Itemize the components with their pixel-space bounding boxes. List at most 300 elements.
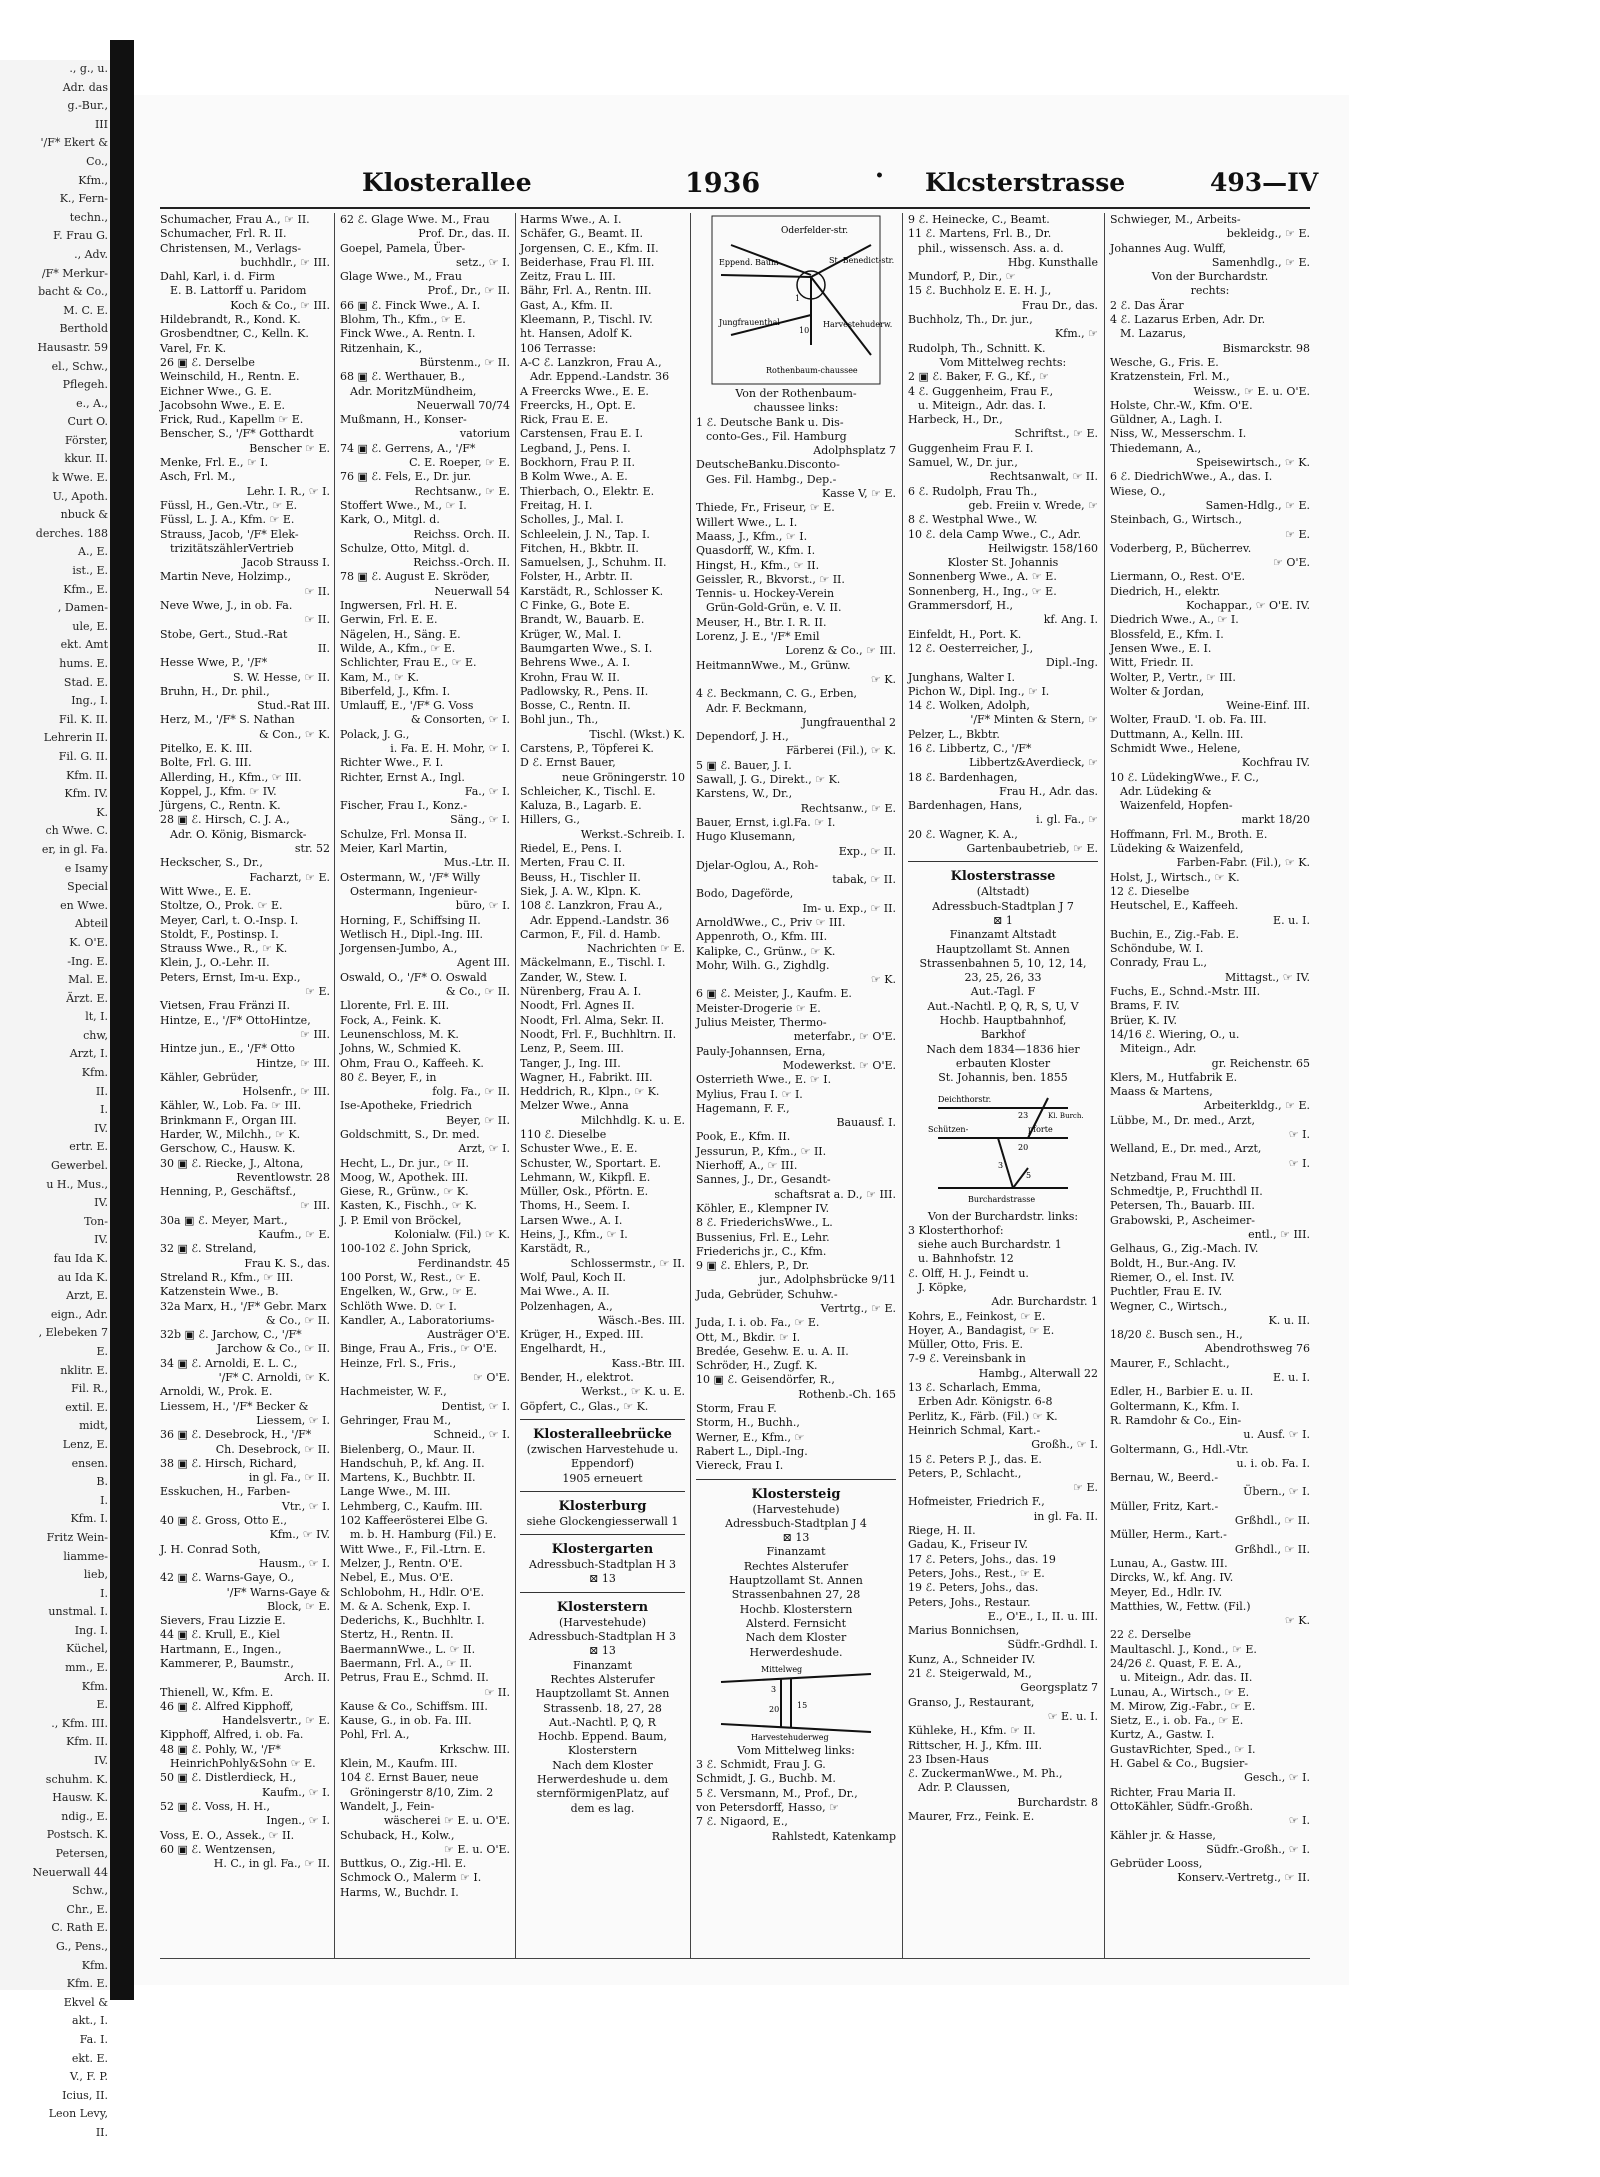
- directory-entry: A Freercks Wwe., E. E.: [520, 384, 649, 398]
- directory-entry: Jorgensen, C. E., Kfm. II.: [520, 241, 659, 255]
- directory-entry: Noodt, Frl. Alma, Sekr. II.: [520, 1013, 665, 1027]
- directory-entry: Klers, M., Hutfabrik E.: [1110, 1070, 1238, 1084]
- directory-entry: 5 ℰ. Versmann, M., Prof., Dr.,: [696, 1786, 858, 1800]
- facing-page-line: Kfm. IV.: [64, 787, 108, 801]
- directory-entry: Hesse Wwe, P., '/F*: [160, 656, 268, 670]
- section-detail: (Harvestehude): [752, 1502, 840, 1516]
- section-detail: Klosterstern: [567, 1744, 638, 1758]
- directory-entry: Vertrtg., ☞ E.: [820, 1302, 896, 1315]
- section-rule: [520, 1419, 685, 1420]
- directory-entry: 8 ℰ. Westphal Wwe., W.: [908, 513, 1038, 527]
- directory-entry: 76 ▣ ℰ. Fels, E., Dr. jur.: [340, 470, 472, 484]
- directory-entry: Fischer, Frau I., Konz.-: [340, 799, 468, 813]
- directory-entry: Schulze, Otto, Mitgl. d.: [340, 541, 470, 555]
- directory-entry: Reventlowstr. 28: [236, 1170, 330, 1184]
- directory-entry: Noodt, Frl. Agnes II.: [520, 999, 635, 1013]
- directory-entry: Adr. MoritzMündheim,: [350, 384, 477, 398]
- directory-entry: Adr. Eppend.-Landstr. 36: [530, 370, 670, 384]
- directory-entry: Wolter, P., Vertr., ☞ III.: [1110, 670, 1236, 684]
- directory-entry: Brandt, W., Bauarb. E.: [520, 613, 645, 627]
- directory-entry: Kam, M., ☞ K.: [340, 670, 420, 684]
- section-detail: Finanzamt: [766, 1545, 826, 1559]
- directory-entry: Krkschw. III.: [439, 1742, 510, 1756]
- directory-entry: Mylius, Frau I. ☞ I.: [696, 1087, 803, 1101]
- directory-entry: Schulze, Frl. Monsa II.: [340, 827, 467, 841]
- facing-page-line: liamme-: [63, 1549, 108, 1563]
- directory-entry: 6 ℰ. Rudolph, Frau Th.,: [908, 484, 1038, 498]
- directory-entry: Friederichs jr., C., Kfm.: [696, 1244, 827, 1258]
- facing-page-line: I.: [100, 1103, 108, 1117]
- directory-entry: 11 ℰ. Martens, Frl. B., Dr.: [908, 227, 1052, 241]
- section-detail: Hauptzollamt St. Annen: [936, 942, 1070, 956]
- directory-entry: Koppel, J., Kfm. ☞ IV.: [160, 784, 277, 798]
- directory-entry: A-C ℰ. Lanzkron, Frau A.,: [520, 355, 662, 369]
- section-detail: ⊠ 13: [589, 1644, 616, 1658]
- directory-entry: 78 ▣ ℰ. August E. Skröder,: [340, 570, 490, 584]
- directory-entry: Bohl jun., Th.,: [520, 713, 599, 727]
- directory-entry: 26 ▣ ℰ. Derselbe: [160, 355, 255, 369]
- directory-entry: Buchholz, Th., Dr. jur.,: [908, 313, 1033, 327]
- directory-entry: Hugo Klusemann,: [696, 830, 796, 844]
- directory-entry: Willert Wwe., L. I.: [696, 515, 798, 529]
- running-head-left: Klosterallee: [362, 168, 532, 197]
- directory-entry: Kfm., ☞ IV.: [269, 1528, 330, 1542]
- section-detail: Nach dem Kloster: [745, 1631, 847, 1645]
- directory-entry: Dircks, W., kf. Ang. IV.: [1110, 1571, 1234, 1585]
- section-detail: Barkhof: [980, 1028, 1026, 1042]
- directory-entry: 62 ℰ. Glage Wwe. M., Frau: [340, 213, 490, 226]
- directory-entry: 102 Kaffeerösterei Elbe G.: [340, 1514, 488, 1528]
- directory-entry: Ise-Apotheke, Friedrich: [340, 1099, 472, 1113]
- directory-entry: Leunenschloss, M. K.: [340, 1027, 459, 1041]
- directory-entry: 10 ℰ. LüdekingWwe., F. C.,: [1110, 770, 1260, 784]
- directory-entry: Schlobohm, H., Hdlr. O'E.: [340, 1585, 484, 1599]
- directory-entry: ☞ K.: [1284, 1614, 1310, 1628]
- directory-entry: Johns, W., Schmied K.: [340, 1042, 462, 1056]
- facing-page-line: K., Fern-: [59, 192, 108, 206]
- directory-entry: Hausm., ☞ I.: [258, 1556, 330, 1570]
- directory-entry: Bredée, Gesehw. E. u. A. II.: [696, 1344, 849, 1358]
- facing-page-line: Adr. das: [62, 80, 108, 94]
- directory-entry: Arnoldi, W., Prok. E.: [160, 1385, 273, 1399]
- directory-entry: Schöndube, W. I.: [1110, 942, 1204, 956]
- map-label: St. Benedict-str.: [829, 256, 895, 265]
- directory-entry: 100-102 ℰ. John Sprick,: [340, 1242, 472, 1256]
- directory-entry: Binge, Frau A., Fris., ☞ O'E.: [340, 1342, 498, 1356]
- section-detail: Hochb. Hauptbahnhof,: [939, 1014, 1067, 1028]
- directory-entry: ☞ E.: [1285, 527, 1310, 541]
- section-title: Klosterburg: [558, 1498, 647, 1514]
- directory-entry: Säng., ☞ I.: [450, 813, 510, 827]
- directory-entry: Mus.-Ltr. II.: [443, 856, 510, 870]
- map-number: 20: [769, 1704, 780, 1714]
- directory-entry: ☞ O'E.: [473, 1371, 510, 1385]
- directory-entry: Klein, J., O.-Lehr. II.: [160, 956, 270, 970]
- directory-entry: Welland, E., Dr. med., Arzt,: [1110, 1142, 1262, 1156]
- facing-page-line: Kfm. I.: [70, 1512, 108, 1526]
- directory-entry: Adolphsplatz 7: [813, 444, 896, 458]
- column-rule: [515, 213, 516, 1958]
- directory-entry: Pohl, Frl. A.,: [340, 1728, 410, 1742]
- directory-entry: Bussenius, Frl. E., Lehr.: [696, 1230, 830, 1244]
- directory-entry: 7 ℰ. Nigaord, E.,: [696, 1815, 788, 1829]
- directory-entry: Ingwersen, Frl. H. E.: [340, 599, 458, 613]
- directory-entry: Bosse, C., Rentn. II.: [520, 699, 631, 713]
- directory-entry: Freitag, H. I.: [520, 498, 593, 512]
- facing-page-line: B.: [96, 1475, 108, 1489]
- directory-entry: Julius Meister, Thermo-: [696, 1016, 827, 1030]
- directory-entry: Harbeck, H., Dr.,: [908, 413, 1003, 427]
- directory-entry: 5 ▣ ℰ. Bauer, J. I.: [696, 758, 792, 772]
- section-rule: [696, 1479, 896, 1480]
- directory-entry: chaussee links:: [753, 401, 839, 415]
- directory-entry: Göpfert, C., Glas., ☞ K.: [520, 1399, 649, 1413]
- directory-entry: Liessem, H., '/F* Becker &: [160, 1399, 309, 1413]
- directory-entry: & Co., ☞ II.: [445, 985, 510, 999]
- directory-entry: Weinschild, H., Rentn. E.: [160, 370, 300, 384]
- facing-page-line: Kfm. E.: [66, 1977, 108, 1991]
- directory-entry: Strauss Wwe., R., ☞ K.: [160, 942, 288, 956]
- directory-entry: Ingen., ☞ I.: [266, 1814, 330, 1828]
- directory-entry: Granso, J., Restaurant,: [908, 1695, 1035, 1709]
- directory-entry: Mittagst., ☞ IV.: [1225, 970, 1310, 984]
- facing-page-line: I.: [100, 1493, 108, 1507]
- directory-entry: Heinrich Schmal, Kart.-: [908, 1423, 1041, 1437]
- directory-entry: Siek, J. A. W., Klpn. K.: [520, 884, 642, 898]
- facing-page-line: Postsch. K.: [46, 1828, 108, 1842]
- directory-entry: Im- u. Exp., ☞ II.: [802, 901, 896, 915]
- directory-entry: Netzband, Frau M. III.: [1110, 1170, 1236, 1184]
- directory-entry: Bismarckstr. 98: [1222, 341, 1310, 355]
- directory-entry: Wilde, A., Kfm., ☞ E.: [340, 641, 456, 655]
- directory-entry: Schmedtje, P., Fruchthdl II.: [1110, 1185, 1263, 1199]
- facing-page-line: lt, I.: [85, 1010, 108, 1024]
- directory-entry: Peters, Johs., Restaur.: [908, 1595, 1031, 1609]
- directory-entry: Witt Wwe., E. E.: [160, 884, 252, 898]
- directory-entry: Lehr. I. R., ☞ I.: [246, 484, 330, 498]
- facing-page-line: '/F* Ekert &: [40, 136, 108, 150]
- directory-entry: Pook, E., Kfm. II.: [696, 1130, 791, 1144]
- street-map-klosterstern: [711, 215, 895, 385]
- directory-entry: Witt Wwe., F., Fil.-Ltrn. E.: [340, 1542, 486, 1556]
- directory-entry: ☞ I.: [1288, 1128, 1310, 1141]
- directory-entry: Carstensen, Frau E. I.: [520, 427, 644, 441]
- directory-entry: Wolf, Paul, Koch II.: [520, 1270, 626, 1284]
- directory-entry: 32b ▣ ℰ. Jarchow, C., '/F*: [160, 1328, 302, 1342]
- directory-entry: Juda, I. i. ob. Fa., ☞ E.: [696, 1316, 820, 1330]
- section-detail: ⊠ 13: [782, 1531, 810, 1545]
- directory-entry: Umlauff, E., '/F* G. Voss: [340, 699, 474, 713]
- directory-entry: Übern., ☞ I.: [1243, 1485, 1310, 1499]
- directory-entry: Matthies, W., Fettw. (Fil.): [1110, 1599, 1251, 1613]
- facing-page-line: , Damen-: [57, 601, 108, 615]
- directory-entry: wäscherei ☞ E. u. O'E.: [383, 1814, 510, 1828]
- directory-entry: Ohm, Frau O., Kaffeeh. K.: [340, 1056, 484, 1070]
- directory-entry: Waizenfeld, Hopfen-: [1120, 799, 1233, 813]
- directory-entry: Wagner, H., Fabrikt. III.: [520, 1070, 653, 1084]
- directory-entry: M. Mirow, Zig.-Fabr., ☞ E.: [1110, 1699, 1256, 1713]
- directory-entry: Pauly-Johannsen, Erna,: [696, 1044, 826, 1058]
- facing-page-line: Hausastr. 59: [37, 340, 108, 354]
- directory-entry: Kasse V, ☞ E.: [822, 487, 896, 501]
- directory-entry: '/F* C. Arnoldi, ☞ K.: [218, 1371, 330, 1385]
- directory-entry: Abendrothsweg 76: [1204, 1342, 1310, 1356]
- facing-page-line: unstmal. I.: [48, 1605, 108, 1619]
- directory-entry: u. Miteign., Adr. das. I.: [918, 398, 1047, 412]
- section-detail: ⊠ 13: [589, 1572, 616, 1586]
- directory-entry: 18 ℰ. Bardenhagen,: [908, 770, 1018, 784]
- directory-entry: Riedel, E., Pens. I.: [520, 842, 622, 856]
- directory-entry: Asch, Frl. M.,: [160, 470, 236, 484]
- directory-entry: Miteign., Adr.: [1120, 1042, 1197, 1056]
- section-detail: Adressbuch-Stadtplan H 3: [529, 1558, 676, 1572]
- directory-entry: gr. Reichenstr. 65: [1211, 1056, 1310, 1070]
- map-label: Rothenbaum-chaussee: [766, 366, 858, 375]
- facing-page-line: II.: [95, 1084, 108, 1098]
- street-map-klosterstrasse: [918, 1088, 1088, 1208]
- directory-entry: R. Ramdohr & Co., Ein-: [1110, 1413, 1242, 1427]
- directory-entry: C. E. Roeper, ☞ E.: [409, 456, 510, 470]
- directory-entry: Farben-Fabr. (Fil.), ☞ K.: [1176, 856, 1310, 870]
- directory-entry: Modewerkst. ☞ O'E.: [782, 1058, 896, 1072]
- directory-entry: 4 ℰ. Beckmann, C. G., Erben,: [696, 687, 858, 701]
- directory-entry: Maurer, Frz., Feink. E.: [908, 1809, 1035, 1823]
- directory-entry: Schneid., ☞ I.: [433, 1428, 510, 1442]
- directory-entry: Wegner, C., Wirtsch.,: [1110, 1299, 1228, 1313]
- running-head-year: 1936: [685, 168, 761, 199]
- directory-entry: Heddrich, R., Klpn., ☞ K.: [520, 1085, 660, 1099]
- facing-page-line: ch Wwe. C.: [45, 824, 108, 838]
- directory-entry: Gartenbaubetrieb, ☞ E.: [966, 842, 1098, 856]
- facing-page-line: Petersen,: [55, 1847, 108, 1860]
- facing-page-line: ekt. E.: [71, 2051, 108, 2065]
- directory-entry: 44 ▣ ℰ. Krull, E., Kiel: [160, 1628, 280, 1642]
- directory-entry: Wäsch.-Bes. III.: [598, 1313, 685, 1327]
- directory-entry: Sonnenberg, H., Ing., ☞ E.: [908, 584, 1057, 598]
- directory-entry: ☞ II.: [304, 613, 330, 627]
- facing-page-line: Ing. I.: [74, 1623, 108, 1637]
- facing-page-line: ertr. E.: [69, 1140, 108, 1154]
- directory-entry: Grßhdl., ☞ II.: [1234, 1514, 1310, 1528]
- directory-entry: Karstädt, R., Schlosser K.: [520, 584, 664, 598]
- directory-entry: Schäfer, G., Beamt. II.: [520, 227, 644, 241]
- directory-entry: Juda, Gebrüder, Schuhw.-: [696, 1287, 838, 1301]
- directory-entry: Von der Burchardstr.: [1151, 270, 1269, 284]
- directory-entry: Schumacher, Frl. R. II.: [160, 227, 287, 241]
- section-rule: [520, 1534, 685, 1535]
- section-detail: Rechtes Alsterufer: [550, 1672, 655, 1686]
- directory-entry: Adr. Eppend.-Landstr. 36: [530, 913, 670, 927]
- directory-entry: Krüger, W., Mal. I.: [520, 627, 622, 641]
- directory-entry: Petersen, Th., Bauarb. III.: [1110, 1199, 1255, 1213]
- map-label: Burchardstrasse: [968, 1194, 1036, 1204]
- directory-entry: GustavRichter, Sped., ☞ I.: [1110, 1742, 1256, 1756]
- directory-entry: Nachrichten ☞ E.: [587, 942, 685, 956]
- directory-entry: Kolonialw. (Fil.) ☞ K.: [394, 1228, 510, 1242]
- directory-entry: Fuchs, E., Schnd.-Mstr. III.: [1110, 985, 1261, 999]
- directory-entry: Bolte, Frl. G. III.: [160, 756, 252, 770]
- directory-entry: Grün-Gold-Grün, e. V. II.: [706, 601, 842, 615]
- facing-page-line: Icius, II.: [62, 2088, 108, 2102]
- facing-page-line: Kfm.,: [78, 173, 108, 187]
- facing-page-line: g.-Bur.,: [67, 99, 108, 113]
- directory-entry: Schmidt, J. G., Buchb. M.: [696, 1772, 836, 1786]
- directory-entry: Grßhdl., ☞ II.: [1234, 1542, 1310, 1556]
- directory-entry: Schuback, H., Kolw.,: [340, 1828, 455, 1842]
- directory-entry: 10 ▣ ℰ. Geisendörfer, R.,: [696, 1373, 835, 1387]
- facing-page-line: I.: [100, 1586, 108, 1600]
- directory-entry: Rabert L., Dipl.-Ing.: [696, 1444, 808, 1458]
- directory-entry: buchhdlr., ☞ III.: [240, 255, 330, 269]
- section-detail: Adressbuch-Stadtplan H 3: [529, 1630, 676, 1644]
- facing-page-line: Lehrerin II.: [43, 731, 108, 745]
- directory-entry: J. P. Emil von Bröckel,: [340, 1213, 462, 1227]
- directory-entry: Lange Wwe., M. III.: [340, 1485, 451, 1499]
- directory-entry: Jensen Wwe., E. I.: [1110, 641, 1212, 655]
- directory-entry: & Consorten, ☞ I.: [410, 713, 510, 727]
- directory-entry: Samen-Hdlg., ☞ E.: [1205, 498, 1310, 512]
- directory-entry: Richter, Frau Maria II.: [1110, 1785, 1236, 1799]
- running-head-dot: •: [875, 168, 884, 184]
- map-label: Eppend. Baum: [719, 258, 779, 267]
- directory-entry: Kammerer, P., Baumstr.,: [160, 1656, 294, 1670]
- directory-entry: Fa., ☞ I.: [464, 784, 510, 798]
- directory-entry: Mundorf, P., Dir., ☞: [908, 270, 1016, 284]
- directory-entry: Kleemann, P., Tischl. IV.: [520, 313, 653, 327]
- directory-entry: Peters, P., Schlacht.,: [908, 1466, 1022, 1480]
- directory-entry: Meier, Karl Martin,: [340, 842, 448, 856]
- directory-entry: 40 ▣ ℰ. Gross, Otto E.,: [160, 1514, 287, 1528]
- facing-page-line: ekt. Amt: [60, 638, 108, 652]
- directory-entry: 21 ℰ. Steigerwald, M.,: [908, 1667, 1032, 1681]
- directory-entry: Bauer, Ernst, i.gl.Fa. ☞ I.: [696, 815, 836, 829]
- directory-entry: Viereck, Frau I.: [696, 1459, 784, 1473]
- directory-entry: 28 ▣ ℰ. Hirsch, C. J. A.,: [160, 813, 290, 827]
- directory-entry: Gelhaus, G., Zig.-Mach. IV.: [1110, 1242, 1259, 1256]
- directory-entry: Petrus, Frau E., Schmd. II.: [340, 1671, 489, 1685]
- directory-entry: Baumgarten Wwe., S. I.: [520, 641, 653, 655]
- directory-entry: Kochfrau IV.: [1241, 756, 1310, 770]
- directory-entry: Conrady, Frau L.,: [1110, 956, 1208, 970]
- directory-entry: Thiede, Fr., Friseur, ☞ E.: [696, 501, 835, 515]
- facing-page-line: Küchel,: [66, 1642, 108, 1656]
- section-detail: dem es lag.: [570, 1801, 635, 1815]
- directory-entry: Eichner Wwe., G. E.: [160, 384, 272, 398]
- facing-page-line: u H., Mus.,: [46, 1177, 108, 1191]
- directory-entry: 30a ▣ ℰ. Meyer, Mart.,: [160, 1213, 288, 1227]
- directory-entry: Schmidt Wwe., Helene,: [1110, 741, 1241, 755]
- facing-page-line: kkur. II.: [64, 452, 108, 466]
- facing-page-line: G., Pens.,: [55, 1939, 108, 1953]
- section-detail: Adressbuch-Stadtplan J 4: [725, 1516, 867, 1530]
- directory-entry: Ott, M., Bkdir. ☞ I.: [696, 1330, 801, 1344]
- directory-entry: Lehmberg, C., Kaufm. III.: [340, 1499, 483, 1513]
- facing-page-line: -Ing. E.: [67, 954, 108, 968]
- directory-entry: Hbg. Kunsthalle: [1007, 255, 1098, 269]
- directory-entry: Esskuchen, H., Farben-: [160, 1485, 291, 1499]
- directory-entry: Neuerwall 70/74: [416, 398, 510, 412]
- directory-entry: Peters, Ernst, Im-u. Exp.,: [160, 970, 301, 984]
- directory-entry: Geissler, R., Bkvorst., ☞ II.: [696, 572, 845, 586]
- facing-page-line: Fil. G. II.: [58, 749, 108, 763]
- directory-entry: Wetlisch H., Dipl.-Ing. III.: [340, 927, 483, 941]
- directory-entry: Beyer, ☞ II.: [446, 1113, 510, 1127]
- directory-entry: Werner, E., Kfm., ☞: [696, 1430, 805, 1444]
- section-detail: 1905 erneuert: [562, 1471, 643, 1485]
- facing-page-line: Kfm.: [81, 1958, 108, 1972]
- directory-entry: folg. Fa., ☞ II.: [432, 1085, 510, 1099]
- column-rule: [334, 213, 335, 1958]
- facing-page-line: Ing., I.: [71, 694, 108, 708]
- facing-page-line: Kfm. II.: [66, 1735, 108, 1749]
- directory-entry: büro, ☞ I.: [455, 899, 510, 913]
- directory-entry: Müller, Osk., Pförtn. E.: [520, 1185, 649, 1199]
- facing-page-line: el., Schw.,: [51, 359, 108, 373]
- section-detail: Hauptzollamt St. Annen: [535, 1687, 670, 1701]
- directory-entry: Fock, A., Feink. K.: [340, 1013, 442, 1027]
- column-2: [340, 213, 510, 1958]
- directory-entry: Kähler jr. & Hasse,: [1110, 1828, 1216, 1842]
- directory-entry: Werkst.-Schreib. I.: [580, 827, 685, 841]
- directory-entry: Rothenb.-Ch. 165: [798, 1387, 896, 1401]
- directory-entry: Meuser, H., Btr. I. R. II.: [696, 615, 827, 629]
- book-spine: [110, 40, 134, 2000]
- directory-entry: Brinkmann F., Organ III.: [160, 1113, 297, 1127]
- section-detail: Alsterd. Fernsicht: [745, 1616, 847, 1630]
- facing-page-line: Neuerwall 44: [32, 1865, 108, 1879]
- directory-entry: E. u. I.: [1273, 913, 1310, 927]
- directory-entry: Thienell, W., Kfm. E.: [160, 1685, 274, 1699]
- map-label: Deichthorstr.: [938, 1094, 992, 1104]
- directory-entry: Ostermann, Ingenieur-: [350, 884, 478, 898]
- directory-entry: Mai Wwe., A. II.: [520, 1285, 610, 1299]
- directory-entry: Grammersdorf, H.,: [908, 599, 1014, 613]
- section-detail: (Harvestehude): [558, 1615, 646, 1629]
- directory-entry: BaermannWwe., L. ☞ II.: [340, 1642, 476, 1656]
- directory-entry: Steinbach, G., Wirtsch.,: [1110, 513, 1242, 527]
- directory-entry: Stoltze, O., Prok. ☞ E.: [160, 899, 283, 913]
- directory-entry: Kause & Co., Schiffsm. III.: [340, 1699, 488, 1713]
- directory-entry: Grabowski, P., Ascheimer-: [1110, 1213, 1255, 1227]
- directory-entry: Adr. F. Beckmann,: [706, 701, 808, 715]
- facing-page-line: ist., E.: [72, 564, 108, 578]
- directory-entry: Kass.-Btr. III.: [611, 1356, 685, 1370]
- directory-entry: Jungfrauenthal 2: [801, 715, 896, 729]
- directory-entry: Kipphoff, Alfred, i. ob. Fa.: [160, 1728, 304, 1742]
- directory-entry: Thoms, H., Seem. I.: [520, 1199, 631, 1213]
- directory-entry: Müller, Fritz, Kart.-: [1110, 1499, 1219, 1513]
- directory-entry: ℰ. Olff, H. J., Feindt u.: [908, 1266, 1029, 1280]
- directory-entry: m. b. H. Hamburg (Fil.) E.: [350, 1528, 497, 1542]
- directory-entry: Handelsvertr., ☞ E.: [222, 1714, 330, 1728]
- directory-entry: Oswald, O., '/F* O. Oswald: [340, 970, 487, 984]
- column-3: [520, 213, 685, 1958]
- directory-entry: Kark, O., Mitgl. d.: [340, 513, 440, 527]
- facing-page-line: nklitr. E.: [60, 1363, 108, 1377]
- directory-entry: Wandelt, J., Fein-: [340, 1799, 435, 1813]
- facing-page-line: Arzt, E.: [66, 1289, 108, 1303]
- directory-entry: Wolter, FrauD. 'I. ob. Fa. III.: [1110, 713, 1267, 727]
- directory-entry: vatorium: [459, 427, 510, 441]
- section-detail: Strassenbahnen 5, 10, 12, 14,: [919, 956, 1087, 970]
- directory-entry: Thierbach, O., Elektr. E.: [520, 484, 655, 498]
- directory-entry: Gadau, K., Friseur IV.: [908, 1538, 1028, 1552]
- directory-entry: ☞ K.: [870, 973, 896, 987]
- directory-entry: ☞ II.: [484, 1685, 510, 1699]
- directory-entry: Merten, Frau C. II.: [520, 856, 626, 870]
- directory-entry: 24/26 ℰ. Quast, F. E. A.,: [1110, 1656, 1242, 1670]
- section-title: Klosterstrasse: [950, 869, 1056, 885]
